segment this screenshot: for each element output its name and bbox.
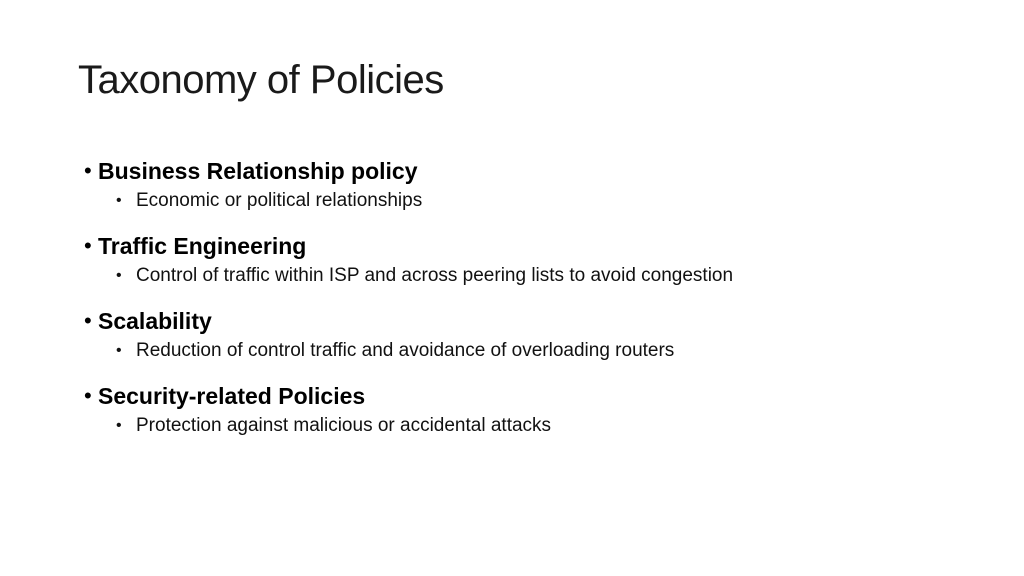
bullet-icon: • <box>84 383 92 408</box>
sub-bullet <box>84 263 984 289</box>
list-item <box>84 229 984 289</box>
bullet-icon: • <box>116 267 122 284</box>
sub-bullet <box>84 338 984 364</box>
bullet-heading-text: Security-related Policies <box>98 383 366 409</box>
bullet-list <box>84 154 984 454</box>
bullet-heading <box>84 379 984 413</box>
list-item <box>84 154 984 214</box>
bullet-icon: • <box>84 233 92 258</box>
sub-bullet-text: Reduction of control traffic and avoidance of overloading routers <box>136 340 675 361</box>
slide-title: Taxonomy of Policies <box>78 58 444 102</box>
bullet-icon: • <box>84 308 92 333</box>
bullet-icon: • <box>84 158 92 183</box>
bullet-heading <box>84 304 984 338</box>
list-item <box>84 379 984 439</box>
bullet-heading <box>84 229 984 263</box>
bullet-icon: • <box>116 417 122 434</box>
bullet-heading-text: Business Relationship policy <box>98 158 418 184</box>
sub-bullet-text: Protection against malicious or accidental attacks <box>136 415 552 436</box>
sub-bullet-text: Economic or political relationships <box>136 190 423 211</box>
sub-bullet-text: Control of traffic within ISP and across peering lists to avoid congestion <box>136 265 734 286</box>
bullet-heading <box>84 154 984 188</box>
bullet-heading-text: Traffic Engineering <box>98 233 307 259</box>
bullet-icon: • <box>116 192 122 209</box>
sub-bullet <box>84 413 984 439</box>
bullet-heading-text: Scalability <box>98 308 212 334</box>
sub-bullet <box>84 188 984 214</box>
bullet-icon: • <box>116 342 122 359</box>
list-item <box>84 304 984 364</box>
